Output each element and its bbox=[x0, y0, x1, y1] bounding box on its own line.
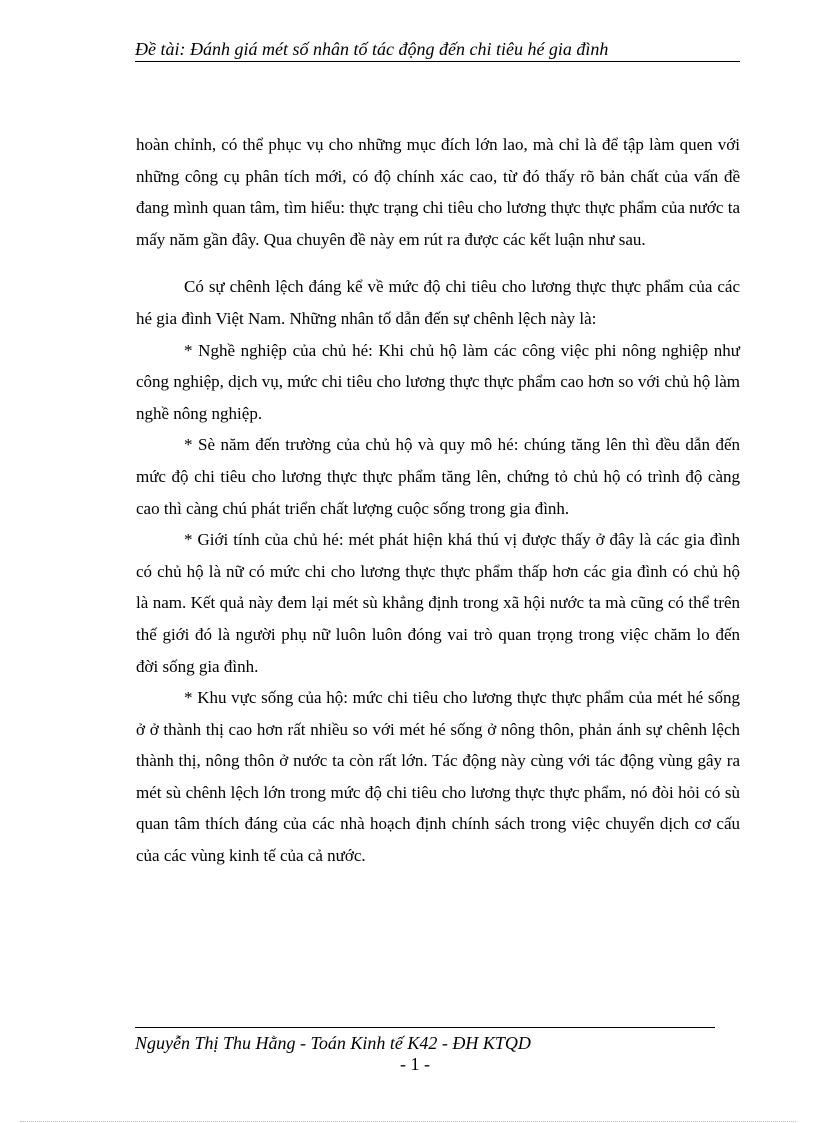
document-body bbox=[136, 129, 740, 872]
footer-divider bbox=[135, 1027, 715, 1028]
page-number: - 1 - bbox=[400, 1054, 430, 1074]
header-divider bbox=[135, 61, 740, 62]
page-header-title: Đề tài: Đánh giá mét số nhân tố tác động đến chi tiêu hé gia đình bbox=[135, 39, 609, 59]
paragraph-gender: * Giới tính của chủ hé: mét phát hiện khá thú vị được thấy ở đây là các gia đình có chủ hộ là nữ có mức chi cho lương thực thực phẩm thấp hơn các gia đình có chủ hộ là nam. Kết quả này đem lại mét sù khẳng định trong xã hội nước ta mà cũng có thể trên thế giới đó là người phụ nữ luôn luôn đóng vai trò quan trọng trong việc chăm lo đến đời sống gia đình. bbox=[136, 530, 740, 676]
paragraph-living-area: * Khu vực sống của hộ: mức chi tiêu cho lương thực thực phẩm của mét hé sống ở ở thành thị cao hơn rất nhiều so với mét hé sống ở nông thôn, phản ánh sự chênh lệch thành thị, nông thôn ở nước ta còn rất lớn. Tác động này cùng với tác động vùng gây ra mét sù chênh lệch lớn trong mức độ chi tiêu cho lương thực thực phẩm, nó đòi hỏi có sù quan tâm thích đáng của các nhà hoạch định chính sách trong việc chuyển dịch cơ cấu của các vùng kinh tế của cả nước. bbox=[136, 688, 740, 866]
footer-author-line: Nguyễn Thị Thu Hằng - Toán Kinh tế K42 - ĐH KTQD bbox=[135, 1033, 531, 1053]
paragraph-intro-continuation: hoàn chỉnh, có thể phục vụ cho những mục đích lớn lao, mà chỉ là để tập làm quen với những công cụ phân tích mới, có độ chính xác cao, từ đó thấy rõ bản chất của vấn đề đang mình quan tâm, tìm hiểu: thực trạng chi tiêu cho lương thực thực phẩm của nước ta mấy năm gần đây. Qua chuyên đề này em rút ra được các kết luận như sau. bbox=[136, 135, 740, 249]
page-bottom-edge bbox=[20, 1121, 796, 1122]
paragraph-summary: Có sự chênh lệch đáng kể về mức độ chi tiêu cho lương thực thực phẩm của các hé gia đình Việt Nam. Những nhân tố dẫn đến sự chênh lệch này là: bbox=[136, 277, 740, 328]
paragraph-education-household-size: * Sè năm đến trường của chủ hộ và quy mô hé: chúng tăng lên thì đều dẫn đến mức độ chi tiêu cho lương thực thực phẩm tăng lên, chứng tỏ chủ hộ có trình độ càng cao thì càng chú phát triển chất lượng cuộc sống trong gia đình. bbox=[136, 435, 740, 518]
paragraph-occupation: * Nghề nghiệp của chủ hé: Khi chủ hộ làm các công việc phi nông nghiệp như công nghiệp, dịch vụ, mức chi tiêu cho lương thực thực phẩm cao hơn so với chủ hộ làm nghề nông nghiệp. bbox=[136, 340, 740, 423]
